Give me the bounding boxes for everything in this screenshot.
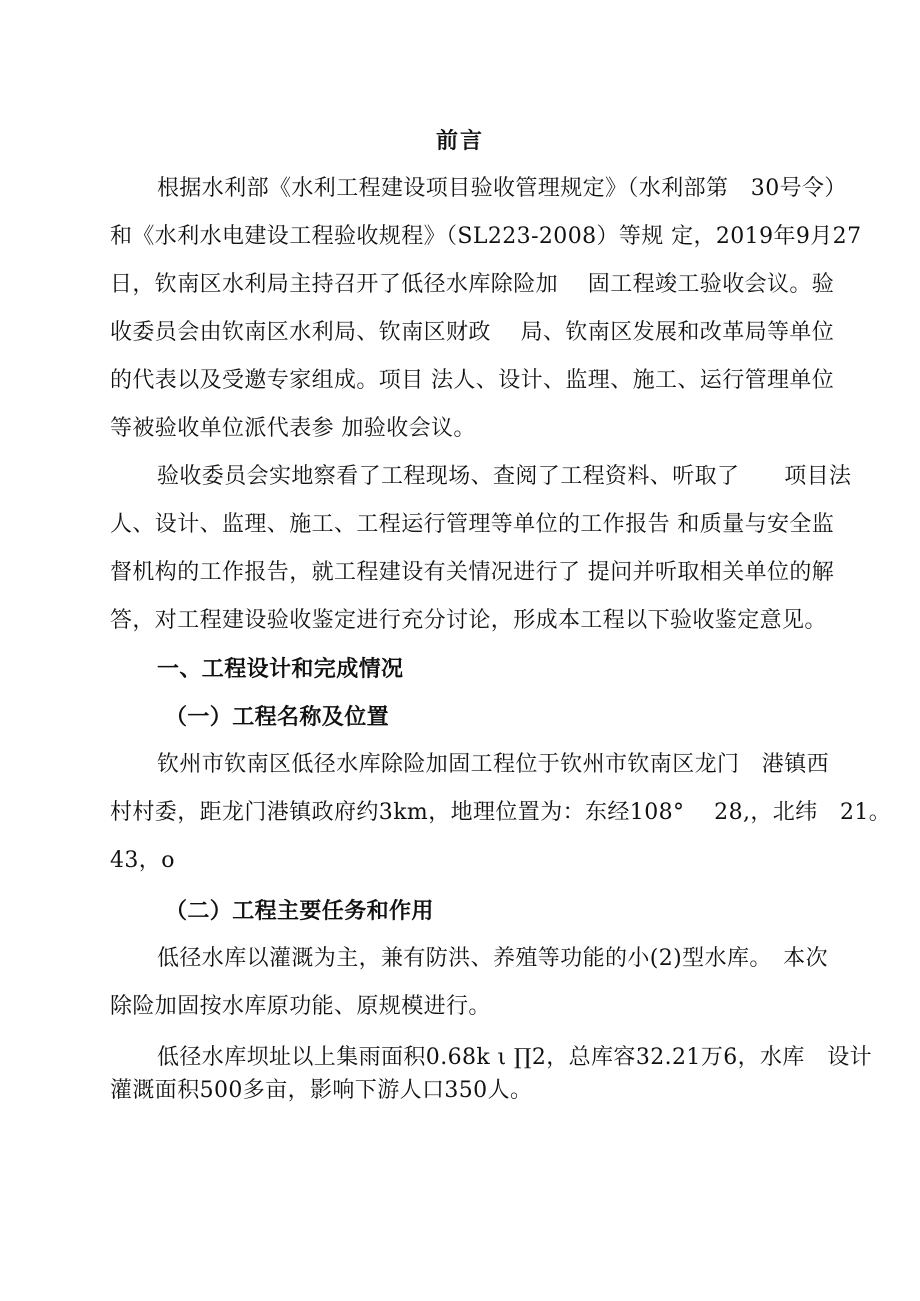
paragraph-1-line-3: 日，钦南区水利局主持召开了低径水库除险加 固工程竣工验收会议。验 [110,272,835,297]
paragraph-3-line-1: 钦州市钦南区低径水库除险加固工程位于钦州市钦南区龙门 港镇西 [157,752,830,777]
paragraph-1-line-6: 等被验收单位派代表参 加验收会议。 [110,416,476,441]
paragraph-1-line-2: 和《水利水电建设工程验收规程》（SL223-2008）等规 定，2019年9月27 [110,224,862,249]
paragraph-2-line-1: 验收委员会实地察看了工程现场、查阅了工程资料、听取了 项目法 [157,464,852,489]
paragraph-3-line-2: 村村委，距龙门港镇政府约3km，地理位置为：东经108° 28,，北纬 21。 [110,800,892,825]
paragraph-5-line-1: 低径水库坝址以上集雨面积0.68k ι ∏2，总库容32.21万6，水库 设计 [157,1045,873,1070]
paragraph-5-line-2: 灌溉面积500多亩，影响下游人口350人。 [110,1078,533,1103]
subsection-heading-1: （一）工程名称及位置 [165,704,390,730]
paragraph-3-line-3: 43，o [110,848,175,873]
paragraph-1-line-1: 根据水利部《水利工程建设项目验收管理规定》（水利部第 30号令） [157,176,847,201]
paragraph-2-line-4: 答，对工程建设验收鉴定进行充分讨论，形成本工程以下验收鉴定意见。 [110,608,827,633]
page-title: 前言 [435,128,484,154]
paragraph-4-line-2: 除险加固按水库原功能、原规模进行。 [110,994,491,1019]
paragraph-2-line-2: 人、设计、监理、施工、工程运行管理等单位的工作报告 和质量与安全监 [110,512,835,537]
paragraph-4-line-1: 低径水库以灌溉为主，兼有防洪、养殖等功能的小(2)型水库。 本次 [157,946,828,971]
paragraph-2-line-3: 督机构的工作报告，就工程建设有关情况进行了 提问并听取相关单位的解 [110,560,835,585]
section-heading-1: 一、工程设计和完成情况 [157,656,404,682]
paragraph-1-line-5: 的代表以及受邀专家组成。项目 法人、设计、监理、施工、运行管理单位 [110,368,835,393]
subsection-heading-2: （二）工程主要任务和作用 [165,898,434,924]
paragraph-1-line-4: 收委员会由钦南区水利局、钦南区财政 局、钦南区发展和改革局等单位 [110,320,835,345]
